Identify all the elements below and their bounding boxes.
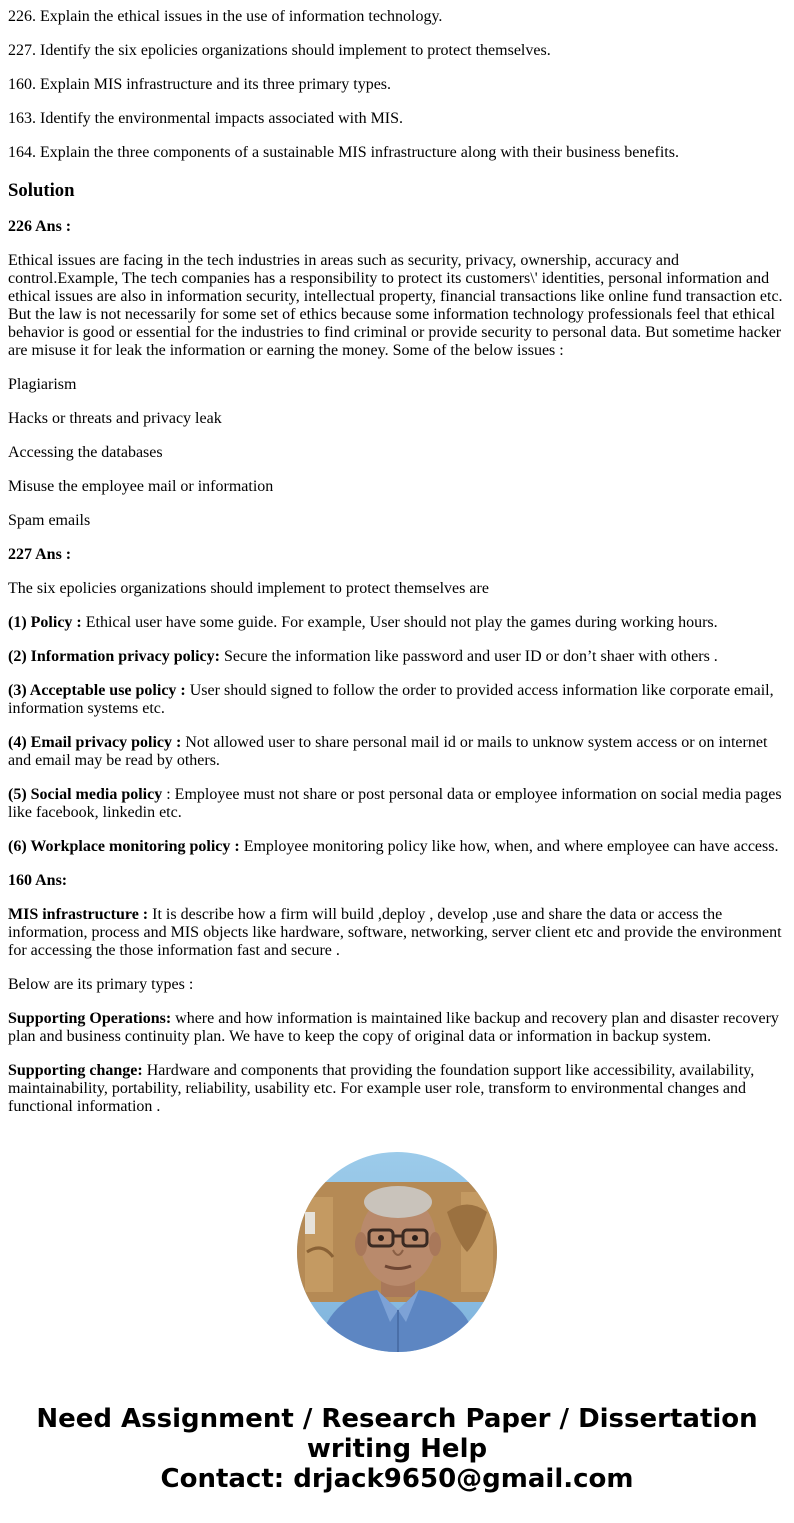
question-226: 226. Explain the ethical issues in the use of information technology. <box>8 8 443 25</box>
ans-226-body: Ethical issues are facing in the tech industries in areas such as security, privacy, ownership, accuracy and control.Example, The tech companies has a responsibility to protect its customers\' identities, personal information and ethical issues are also in information security, intellectual property, financial transactions like online fund transaction etc. But the law is not necessarily for some set of ethics because some information technology professionals feel that ethical behavior is good or essential for the industries to find criminal or provide security to personal data. But sometime hacker are misuse it for leak the information or earning the money. Some of the below issues : <box>8 252 783 359</box>
document-body <box>8 0 786 1132</box>
ans-160-heading: 160 Ans: <box>8 872 68 889</box>
ans-226-heading: 226 Ans : <box>8 218 72 235</box>
question-160: 160. Explain MIS infrastructure and its three primary types. <box>8 76 392 93</box>
type-item: Supporting Operations: where and how information is maintained like backup and recovery plan and disaster recovery plan and business continuity plan. We have to keep the copy of original data or information in backup system. <box>8 1010 779 1045</box>
issue-item: Plagiarism <box>8 376 77 393</box>
type-item: Supporting change: Hardware and components that providing the foundation support like accessibility, availability, maintainability, portability, reliability, usability etc. For example user role, transform to environmental changes and functional information . <box>8 1062 755 1115</box>
policy-item: (4) Email privacy policy : Not allowed user to share personal mail id or mails to unknow system access or on internet and email may be read by others. <box>8 734 768 769</box>
author-photo <box>297 1152 497 1352</box>
promo-line-2: writing Help <box>306 1434 488 1464</box>
issue-item: Spam emails <box>8 512 91 529</box>
issue-item: Accessing the databases <box>8 444 163 461</box>
question-list <box>8 8 786 162</box>
ans-227-intro: The six epolicies organizations should implement to protect themselves are <box>8 580 489 597</box>
promo-banner <box>0 1404 794 1494</box>
issue-item: Hacks or threats and privacy leak <box>8 410 222 427</box>
issue-item: Misuse the employee mail or information <box>8 478 274 495</box>
types-intro: Below are its primary types : <box>8 976 194 993</box>
solution-heading: Solution <box>8 180 75 201</box>
policy-item: (3) Acceptable use policy : User should signed to follow the order to provided access information like corporate email, information systems etc. <box>8 682 774 717</box>
promo-contact: Contact: drjack9650@gmail.com <box>160 1464 634 1494</box>
ans-227-heading: 227 Ans : <box>8 546 72 563</box>
mis-infrastructure-definition: MIS infrastructure : It is describe how a firm will build ,deploy , develop ,use and share the data or access the information, process and MIS objects like hardware, software, networking, server client etc and provide the environment for accessing the those information fast and secure . <box>8 906 782 959</box>
question-164: 164. Explain the three components of a sustainable MIS infrastructure along with their business benefits. <box>8 144 679 161</box>
promo-line-1: Need Assignment / Research Paper / Dissertation <box>36 1404 758 1434</box>
policy-item: (6) Workplace monitoring policy : Employee monitoring policy like how, when, and where employee can have access. <box>8 838 779 855</box>
question-227: 227. Identify the six epolicies organizations should implement to protect themselves. <box>8 42 551 59</box>
policy-item: (1) Policy : Ethical user have some guide. For example, User should not play the games during working hours. <box>8 614 718 631</box>
policy-item: (5) Social media policy : Employee must not share or post personal data or employee information on social media pages like facebook, linkedin etc. <box>8 786 782 821</box>
portrait-image <box>297 1152 497 1352</box>
policy-item: (2) Information privacy policy: Secure the information like password and user ID or don’t shaer with others . <box>8 648 718 665</box>
question-163: 163. Identify the environmental impacts associated with MIS. <box>8 110 404 127</box>
